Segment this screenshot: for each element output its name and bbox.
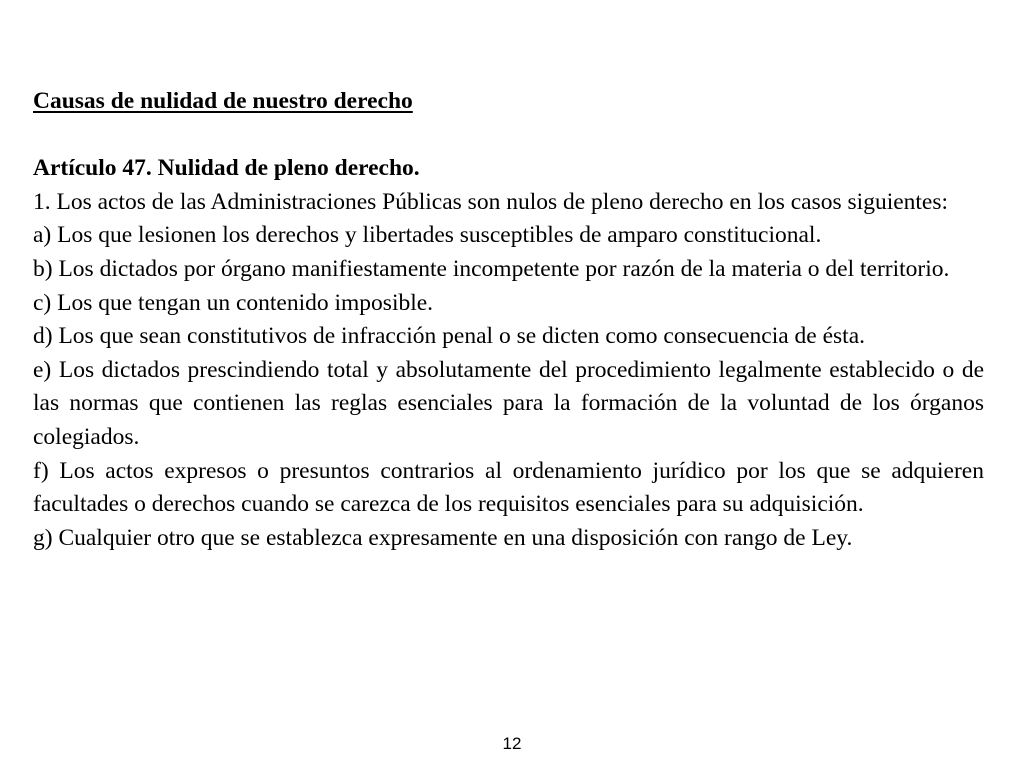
paragraph-1: 1. Los actos de las Administraciones Públicas son nulos de pleno derecho en los casos siguientes:: [33, 188, 949, 215]
page-number: 12: [502, 734, 522, 753]
paragraph-g: g) Cualquier otro que se establezca expresamente en una disposición con rango de Ley.: [33, 524, 853, 551]
blank-line: [33, 119, 984, 153]
paragraph-c: c) Los que tengan un contenido imposible.: [33, 289, 434, 316]
document-body: [33, 85, 984, 555]
paragraph-b: b) Los dictados por órgano manifiestamente incompetente por razón de la materia o del territorio.: [33, 255, 950, 282]
paragraph-a: a) Los que lesionen los derechos y libertades susceptibles de amparo constitucional.: [33, 222, 822, 249]
article-heading: Artículo 47. Nulidad de pleno derecho.: [33, 155, 420, 182]
section-title: Causas de nulidad de nuestro derecho: [33, 88, 413, 114]
paragraph-d: d) Los que sean constitutivos de infracción penal o se dicten como consecuencia de ésta.: [33, 323, 866, 350]
paragraph-e: e) Los dictados prescindiendo total y absolutamente del procedimiento legalmente establecido o de las normas que contienen las reglas esenciales para la formación de la voluntad de los órganos colegiados.: [33, 356, 984, 450]
paragraph-f: f) Los actos expresos o presuntos contrarios al ordenamiento jurídico por los que se adquieren facultades o derechos cuando se carezca de los requisitos esenciales para su adquisición.: [33, 457, 984, 518]
